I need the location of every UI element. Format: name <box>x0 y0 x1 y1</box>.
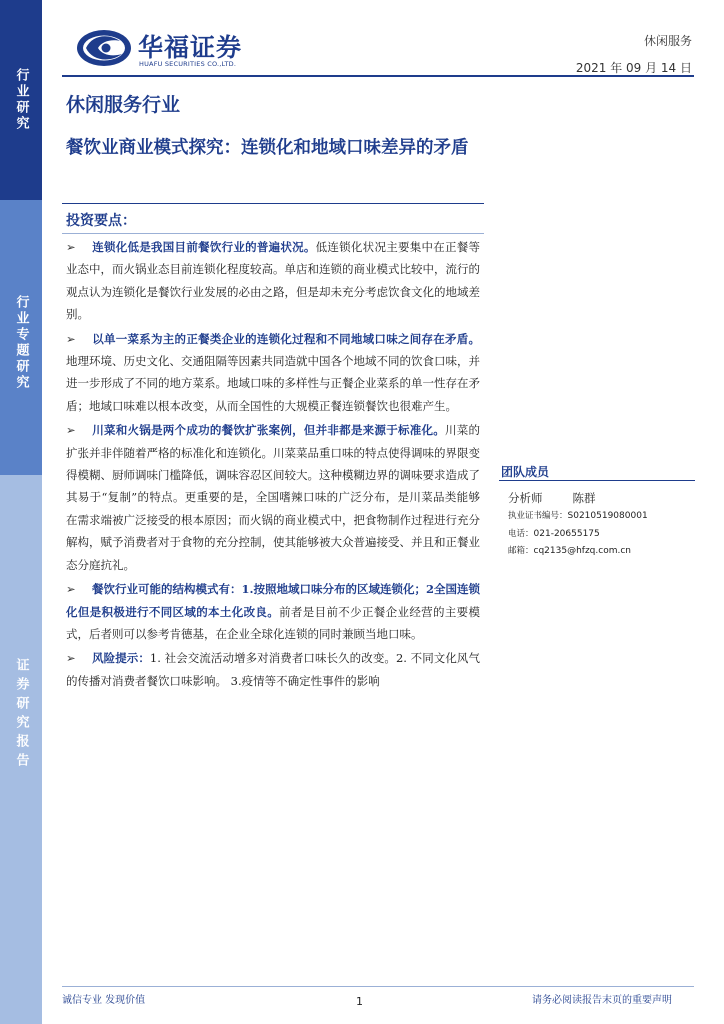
left-sidebar <box>0 0 42 1024</box>
sidebar-label: 行业专题研究 <box>13 295 29 391</box>
highlight-paragraph <box>66 328 480 418</box>
highlight-lead: 以单一菜系为主的正餐类企业的连锁化过程和不同地域口味之间存在矛盾。 <box>92 331 480 346</box>
sidebar-block-industry-research <box>0 0 42 200</box>
team-divider <box>499 480 695 481</box>
highlight-lead: 连锁化低是我国目前餐饮行业的普遍状况。 <box>92 240 316 254</box>
header-meta <box>576 32 692 76</box>
email-value[interactable]: cq2135@hfzq.com.cn <box>533 546 631 556</box>
phone-row <box>508 527 600 539</box>
analyst-label: 分析师 <box>508 491 543 505</box>
cert-value: S0210519080001 <box>567 511 648 521</box>
company-logo <box>76 25 266 71</box>
highlight-lead: 风险提示： <box>92 651 150 666</box>
sidebar-label: 行业研究 <box>13 68 29 132</box>
footer-slogan: 诚信专业 发现价值 <box>62 995 146 1006</box>
investment-highlights <box>66 236 480 694</box>
sidebar-label: 证券研究报告 <box>13 658 29 772</box>
highlight-body: 川菜的扩张并非伴随着严格的标准化和连锁化。川菜菜品重口味的特点使得调味的界限变得模糊、厨师调味门槛降低，调味容忍区间较大。这种模糊边界的调味要求造成了其易于“复制”的特点。更重要的是，全国嗜辣口味的广泛分布，是川菜品类能够在需求端被广泛接受的根本原因；而火锅的商业模式中，把食物制作过程进行充分解构，赋予消费者对于食物的充分控制，使其能够被大众普遍接受、并且和正餐业态分庭抗礼。 <box>66 423 480 572</box>
highlight-body: 1. 社会交流活动增多对消费者口味长久的改变。2. 不同文化风气的传播对消费者餐饮口味影响。 3.疫情等不确定性事件的影响 <box>66 651 480 688</box>
phone-value: 021-20655175 <box>533 529 600 539</box>
phone-label: 电话： <box>508 529 534 539</box>
logo-chinese-name: 华福证券 <box>138 33 243 62</box>
highlight-paragraph <box>66 419 480 576</box>
footer-divider <box>62 986 694 987</box>
highlight-lead: 川菜和火锅是两个成功的餐饮扩张案例，但并非都是来源于标准化。 <box>92 423 445 438</box>
analyst-name: 陈群 <box>572 491 596 505</box>
highlight-body: 低连锁化状况主要集中在正餐等业态中，而火锅业态目前连锁化程度较高。单店和连锁的商业模式比较中，流行的观点认为连锁化是餐饮行业发展的必由之路，但是却未充分考虑饮食文化的地域差别。 <box>66 240 481 322</box>
highlight-paragraph <box>66 578 480 645</box>
header-divider <box>62 75 694 77</box>
email-label: 邮箱： <box>508 546 534 556</box>
section-divider <box>62 233 484 234</box>
header-industry: 休闲服务 <box>643 34 692 48</box>
sidebar-block-securities-report <box>0 475 42 1024</box>
footer-disclaimer-note: 请务必阅读报告末页的重要声明 <box>532 995 672 1006</box>
bullet-arrow-icon: ➢ <box>66 423 76 438</box>
section-title: 投资要点： <box>66 213 136 229</box>
report-date: 2021 年 09 月 14 日 <box>575 61 692 75</box>
highlight-paragraph <box>66 236 480 326</box>
cert-row <box>508 509 648 521</box>
title-divider <box>62 203 484 204</box>
highlight-body: 地理环境、历史文化、交通阻隔等因素共同造就中国各个地域不同的饮食口味，并进一步形成了不同的地方菜系。地域口味的多样性与正餐企业菜系的单一性存在矛盾；地域口味难以根本改变，从而全国性的大规模正餐连锁餐饮也很难产生。 <box>66 354 480 413</box>
bullet-arrow-icon: ➢ <box>66 240 76 254</box>
analyst-row <box>508 490 596 506</box>
email-row <box>508 544 631 556</box>
highlight-paragraph <box>66 647 480 692</box>
highlight-body: 前者是目前不少正餐企业经营的主要模式，后者则可以参考肯德基，在企业全球化连锁的同时兼顾当地口味。 <box>66 604 481 641</box>
industry-title: 休闲服务行业 <box>66 94 181 116</box>
report-title: 餐饮业商业模式探究：连锁化和地域口味差异的矛盾 <box>66 138 469 158</box>
page-number: 1 <box>356 995 363 1008</box>
cert-label: 执业证书编号： <box>508 511 568 521</box>
bullet-arrow-icon: ➢ <box>66 331 76 346</box>
highlight-lead: 餐饮行业可能的结构模式有：1.按照地域口味分布的区域连锁化；2全国连锁化但是积极进行不同区域的本土化改良。 <box>66 582 481 619</box>
bullet-arrow-icon: ➢ <box>66 582 76 597</box>
bullet-arrow-icon: ➢ <box>66 651 76 666</box>
huafu-logo-icon <box>76 25 136 71</box>
team-title: 团队成员 <box>501 465 550 479</box>
logo-english-name: HUAFU SECURITIES CO.,LTD. <box>139 60 237 68</box>
sidebar-block-special-research <box>0 200 42 475</box>
